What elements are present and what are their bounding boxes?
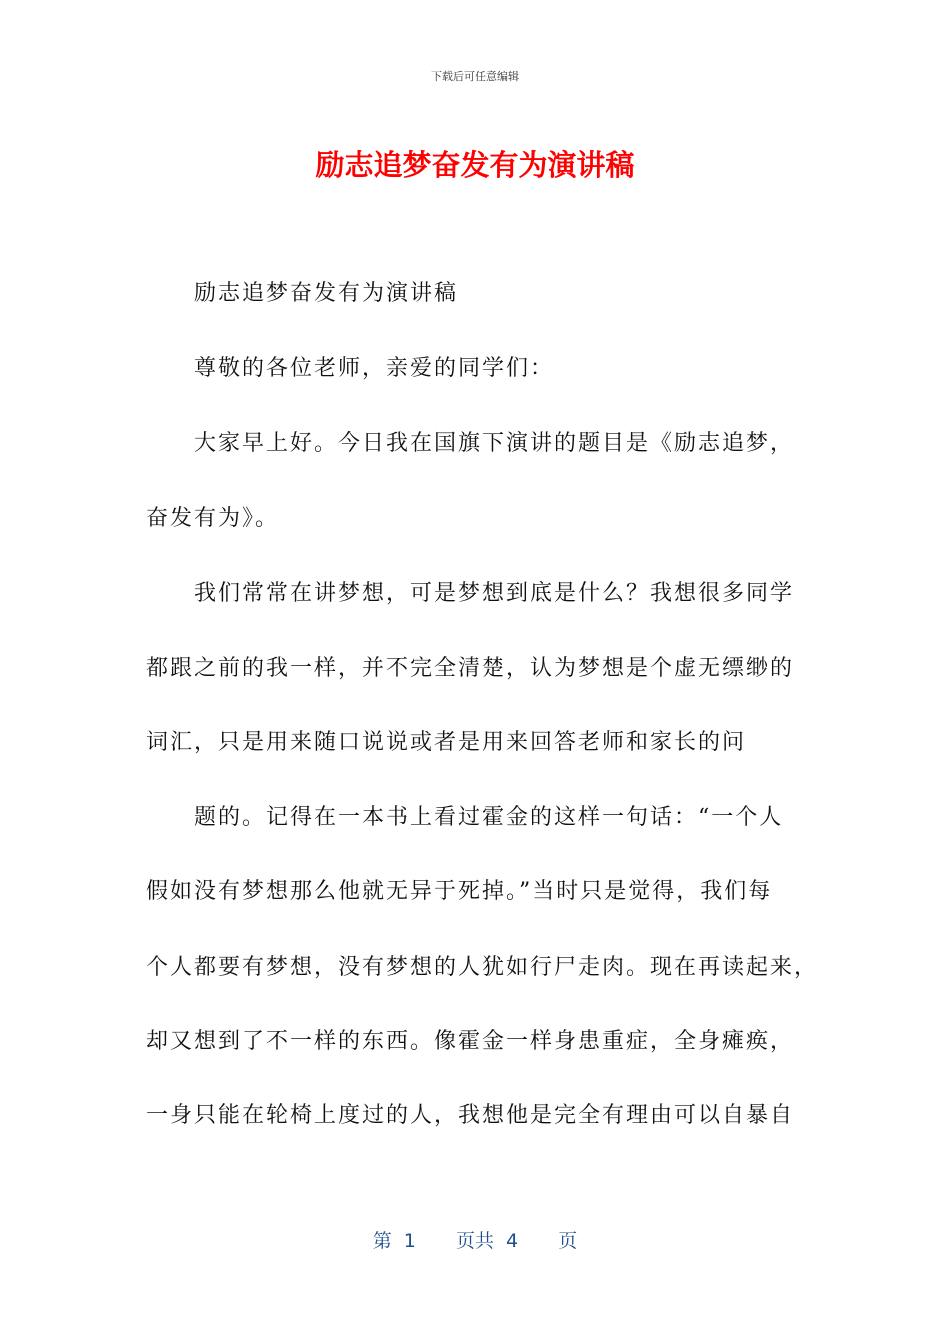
- body-line: 我们常常在讲梦想，可是梦想到底是什么？我想很多同学: [146, 581, 795, 606]
- page-label-total: 页共: [455, 1230, 494, 1252]
- body-line: 都跟之前的我一样，并不完全清楚，认为梦想是个虚无缥缈的: [146, 656, 795, 681]
- body-line: 尊敬的各位老师，亲爱的同学们：: [146, 356, 555, 381]
- body-line: 词汇，只是用来随口说说或者是用来回答老师和家长的问: [146, 730, 747, 755]
- header-note: 下载后可任意编辑: [431, 70, 519, 83]
- body-line: 大家早上好。今日我在国旗下演讲的题目是《励志追梦，: [146, 431, 795, 456]
- body-line: 题的。记得在一本书上看过霍金的这样一句话：“一个人: [146, 805, 784, 830]
- page-label-prefix: 第: [372, 1230, 392, 1252]
- body-line: 假如没有梦想那么他就无异于死掉。”当时只是觉得，我们每: [146, 879, 773, 904]
- document-title: 励志追梦奋发有为演讲稿: [315, 148, 635, 182]
- body-line: 个人都要有梦想，没有梦想的人犹如行尸走肉。现在再读起来，: [146, 955, 819, 980]
- total-pages-number: 4: [506, 1230, 519, 1252]
- body-line: 一身只能在轮椅上度过的人，我想他是完全有理由可以自暴自: [146, 1103, 795, 1128]
- body-line: 却又想到了不一样的东西。像霍金一样身患重症，全身瘫痪，: [146, 1029, 795, 1054]
- body-line: 励志追梦奋发有为演讲稿: [146, 281, 459, 306]
- current-page-number: 1: [403, 1230, 416, 1252]
- body-line: 奋发有为》。: [146, 506, 280, 531]
- page-label-suffix: 页: [558, 1230, 578, 1252]
- page-footer: [0, 1226, 950, 1253]
